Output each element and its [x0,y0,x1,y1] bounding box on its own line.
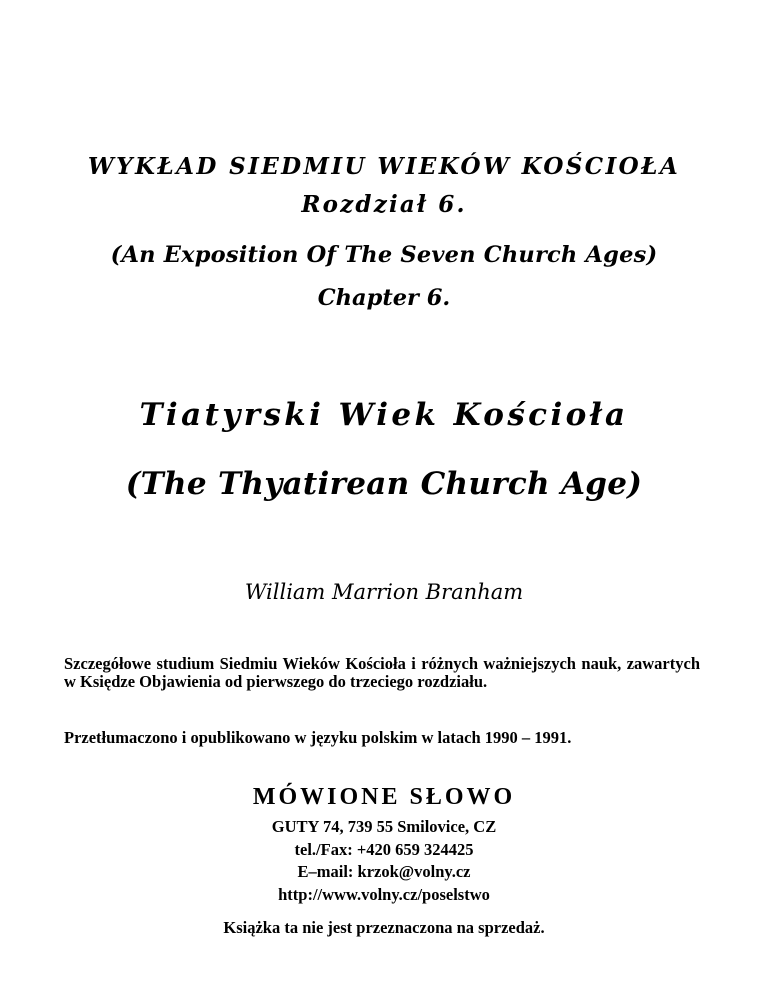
chapter-label-polish: Rozdział 6. [301,191,467,218]
publisher-website: http://www.volny.cz/poselstwo [278,885,490,904]
publisher-name: MÓWIONE SŁOWO [252,784,516,810]
publisher-address: GUTY 74, 739 55 Smilovice, CZ [271,817,497,836]
book-title-english: (The Thyatirean Church Age) [125,466,643,502]
chapter-label-english: Chapter 6. [317,285,451,311]
series-title-polish: WYKŁAD SIEDMIU WIEKÓW KOŚCIOŁA [87,153,681,180]
series-title-english: (An Exposition Of The Seven Church Ages) [110,242,658,268]
publisher-email: E–mail: krzok@volny.cz [297,862,471,881]
publisher-phone: tel./Fax: +420 659 324425 [294,840,474,859]
not-for-sale-notice: Książka ta nie jest przeznaczona na sprzedaż. [223,918,545,937]
translation-note: Przetłumaczono i opublikowano w języku polskim w latach 1990 – 1991. [64,728,572,747]
book-title-polish: Tiatyrski Wiek Kościoła [139,397,629,433]
description-paragraph: Szczegółowe studium Siedmiu Wieków Kościoła i różnych ważniejszych nauk, zawartych w Księdze Objawienia od pierwszego do trzeciego rozdziału. [64,654,700,691]
author-name: William Marrion Branham [244,580,524,604]
